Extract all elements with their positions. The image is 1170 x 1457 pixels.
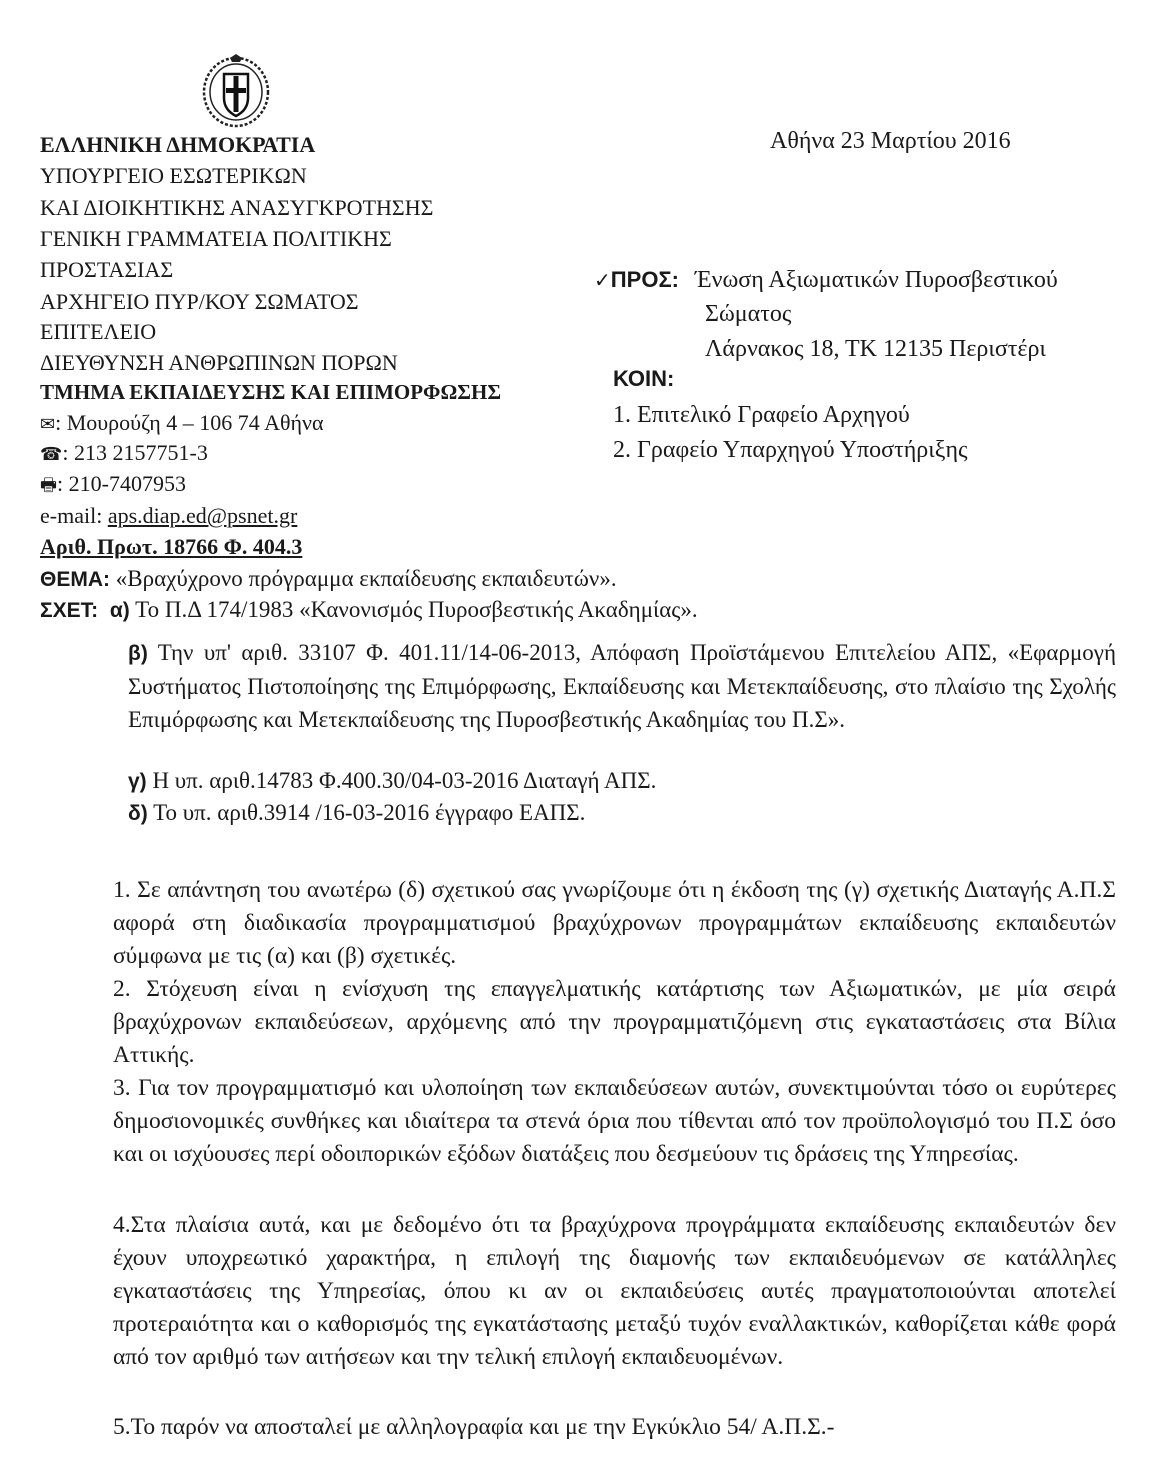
reference-c-index: γ) xyxy=(128,770,147,793)
header-secretariat-cont: ΠΡΟΣΤΑΣΙΑΣ xyxy=(40,257,174,282)
phone-text: 213 2157751-3 xyxy=(74,440,208,465)
address-line: ✉: Μουρούζη 4 – 106 74 Αθήνα xyxy=(40,410,324,435)
header-ministry: ΥΠΟΥΡΓΕΙΟ ΕΣΩΤΕΡΙΚΩΝ xyxy=(40,163,307,188)
subject-text: «Βραχύχρονο πρόγραμμα εκπαίδευσης εκπαιδευτών». xyxy=(115,566,617,591)
header-ministry-cont: ΚΑΙ ΔΙΟΙΚΗΤΙΚΗΣ ΑΝΑΣΥΓΚΡΟΤΗΣΗΣ xyxy=(40,195,434,220)
reference-d-text: Το υπ. αριθ.3914 /16-03-2016 έγγραφο ΕΑΠΣ. xyxy=(153,800,586,825)
cc-item-1: 1. Επιτελικό Γραφείο Αρχηγού xyxy=(613,402,910,428)
header-directorate: ΔΙΕΥΘΥΝΣΗ ΑΝΘΡΩΠΙΝΩΝ ΠΟΡΩΝ xyxy=(40,350,398,375)
body-paragraph-5: 5.Το παρόν να αποσταλεί με αλληλογραφία και με την Εγκύκλιο 54/ Α.Π.Σ.- xyxy=(113,1414,835,1440)
envelope-icon: ✉ xyxy=(40,414,56,435)
cc-item-2: 2. Γραφείο Υπαρχηγού Υποστήριξης xyxy=(613,437,968,463)
email-line xyxy=(40,500,297,531)
document-date: Αθήνα 23 Μαρτίου 2016 xyxy=(770,128,1011,154)
recipient-label: ΠΡΟΣ: xyxy=(610,267,679,292)
reference-d-line xyxy=(128,800,585,826)
subject-label: ΘΕΜΑ: xyxy=(40,568,110,591)
address-text: Μουρούζη 4 – 106 74 Αθήνα xyxy=(66,410,324,435)
header-staff: ΕΠΙΤΕΛΕΙΟ xyxy=(40,319,157,344)
email-link[interactable]: aps.diap.ed@psnet.gr xyxy=(107,503,298,528)
reference-a-text: Το Π.Δ 174/1983 «Κανονισμός Πυροσβεστικής Ακαδημίας». xyxy=(135,597,698,622)
reference-a-line xyxy=(40,597,698,623)
body-paragraph-2: 2. Στόχευση είναι η ενίσχυση της επαγγελματικής κατάρτισης των Αξιωματικών, με μία σειρά βραχύχρονων εκπαιδεύσεων, αρχόμενης από την προγραμματιζόμενη στις εγκαταστάσεις στα Βίλια Αττικής. xyxy=(113,976,1116,1068)
reference-c-text: Η υπ. αριθ.14783 Φ.400.30/04-03-2016 Διαταγή ΑΠΣ. xyxy=(152,768,657,793)
header-country: ΕΛΛΗΝΙΚΗ ΔΗΜΟΚΡΑΤΙΑ xyxy=(40,132,316,157)
header-secretariat: ΓΕΝΙΚΗ ΓΡΑΜΜΑΤΕΙΑ ΠΟΛΙΤΙΚΗΣ xyxy=(40,226,392,251)
header-department: ΤΜΗΜΑ ΕΚΠΑΙΔΕΥΣΗΣ ΚΑΙ ΕΠΙΜΟΡΦΩΣΗΣ xyxy=(40,380,502,404)
reference-d-index: δ) xyxy=(128,802,148,825)
reference-b-text: Την υπ' αριθ. 33107 Φ. 401.11/14-06-2013, Απόφαση Προϊστάμενου Επιτελείου ΑΠΣ, «Εφαρμογή Συστήματος Πιστοποίησης της Επιμόρφωσης, Εκπαίδευσης και Μετεκπαίδευσης, στο πλαίσιο της Σχολής Επιμόρφωσης και Μετεκπαίδευσης της Πυροσβεστικής Ακαδημίας του Π.Σ». xyxy=(128,640,1116,732)
recipient-name-cont: Σώματος xyxy=(705,301,792,327)
protocol-number: Αριθ. Πρωτ. 18766 Φ. 404.3 xyxy=(40,534,303,559)
checkmark-icon: ✓ xyxy=(594,268,611,292)
phone-line: ☎: 213 2157751-3 xyxy=(40,440,208,465)
recipient-name: Ένωση Αξιωματικών Πυροσβεστικού xyxy=(694,267,1058,293)
recipient-address: Λάρνακος 18, ΤΚ 12135 Περιστέρι xyxy=(705,336,1046,362)
greek-coat-of-arms-emblem xyxy=(200,52,272,128)
email-label: e-mail: xyxy=(40,503,103,528)
body-paragraph-3: 3. Για τον προγραμματισμό και υλοποίηση των εκπαιδεύσεων αυτών, συνεκτιμούνται τόσο οι ευρύτερες δημοσιονομικές συνθήκες και ιδιαίτερα τα στενά όρια που τίθενται από τον προϋπολογισμό του Π.Σ όσο και οι ισχύουσες περί οδοιπορικών εξόδων διατάξεις που δεσμεύουν τις δράσεις της Υπηρεσίας. xyxy=(113,1075,1116,1167)
body-paragraph-1: 1. Σε απάντηση του ανωτέρω (δ) σχετικού σας γνωρίζουμε ότι η έκδοση της (γ) σχετικής Διαταγής Α.Π.Σ αφορά στη διαδικασία προγραμματισμού βραχύχρονων προγραμμάτων εκπαίδευσης εκπαιδευτών σύμφωνα με τις (α) και (β) σχετικές. xyxy=(113,877,1116,969)
subject-line xyxy=(40,566,617,592)
reference-a-index: α) xyxy=(109,599,130,622)
fax-printer-icon: 🖶 xyxy=(40,475,57,496)
reference-b xyxy=(128,636,1116,736)
fax-text: 210-7407953 xyxy=(68,471,186,496)
reference-c-line xyxy=(128,768,656,794)
fax-line: 🖶: 210-7407953 xyxy=(40,471,186,496)
telephone-icon: ☎ xyxy=(40,444,63,465)
reference-b-index: β) xyxy=(128,642,148,665)
recipient-line xyxy=(594,263,1058,297)
references-label: ΣΧΕΤ: xyxy=(40,599,99,622)
body-paragraph-4: 4.Στα πλαίσια αυτά, και με δεδομένο ότι τα βραχύχρονα προγράμματα εκπαίδευσης εκπαιδευτών δεν έχουν υποχρεωτικό χαρακτήρα, η επιλογή της διαμονής των εκπαιδευόμενων σε κατάλληλες εγκαταστάσεις της Υπηρεσίας, όπου κι αν οι εκπαιδεύσεις αυτές πραγματοποιούνται αποτελεί προτεραιότητα και ο καθορισμός της εγκατάστασης μεταξύ τυχόν εναλλακτικών, καθορίζεται κάθε φορά από τον αριθμό των αιτήσεων και την τελική επιλογή εκπαιδευομένων. xyxy=(113,1212,1116,1370)
header-hq: ΑΡΧΗΓΕΙΟ ΠΥΡ/ΚΟΥ ΣΩΜΑΤΟΣ xyxy=(40,289,359,314)
cc-label: ΚΟΙΝ: xyxy=(613,366,675,391)
